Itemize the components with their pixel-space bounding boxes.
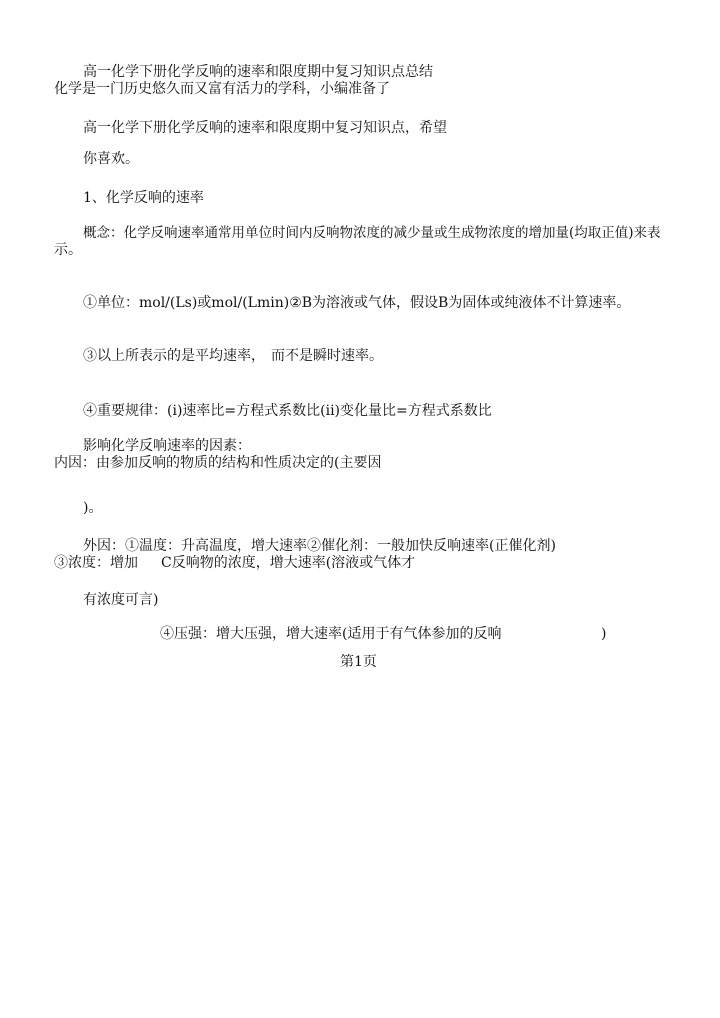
concept-line-2: 示。 [54,242,82,258]
section-heading: 1、化学反响的速率 [83,190,204,206]
intro-line-3: 你喜欢。 [83,151,139,167]
concentration-part-2: C反响物的浓度，增大速率(溶液或气体才 [161,555,416,571]
internal-line-1: 内因：由参加反响的物质的结构和性质决定的(主要因 [54,455,382,471]
page-number: 第1页 [340,654,377,670]
external-line-1: 外因：①温度：升高温度，增大速率②催化剂：一般加快反响速率(正催化剂) [83,538,556,554]
factors-heading: 影响化学反响速率的因素： [83,438,251,454]
average-rate-part-1: ③以上所表示的是平均速率， [83,348,265,364]
unit-line: ①单位：mol/(Ls)或mol/(Lmin)②B为溶液或气体，假设B为固体或纯液体不计算速率。 [83,295,631,311]
concept-line-1: 概念：化学反响速率通常用单位时间内反响物浓度的减少量或生成物浓度的增加量(均取正值)来表 [83,225,661,241]
concentration-part-1: ③浓度：增加 [54,555,138,571]
intro-line-1: 化学是一门历史悠久而又富有活力的学科，小编准备了 [54,81,390,97]
internal-line-2: )。 [83,500,103,516]
pressure-part-2: ) [601,626,607,642]
concentration-line-2: 有浓度可言) [83,592,159,608]
document-title: 高一化学下册化学反响的速率和限度期中复习知识点总结 [83,64,433,80]
intro-line-2: 高一化学下册化学反响的速率和限度期中复习知识点，希望 [83,120,447,136]
average-rate-part-2: 而不是瞬时速率。 [271,348,383,364]
rules-line: ④重要规律：(i)速率比=方程式系数比(ii)变化量比=方程式系数比 [83,403,492,419]
pressure-part-1: ④压强：增大压强，增大速率(适用于有气体参加的反响 [160,626,502,642]
